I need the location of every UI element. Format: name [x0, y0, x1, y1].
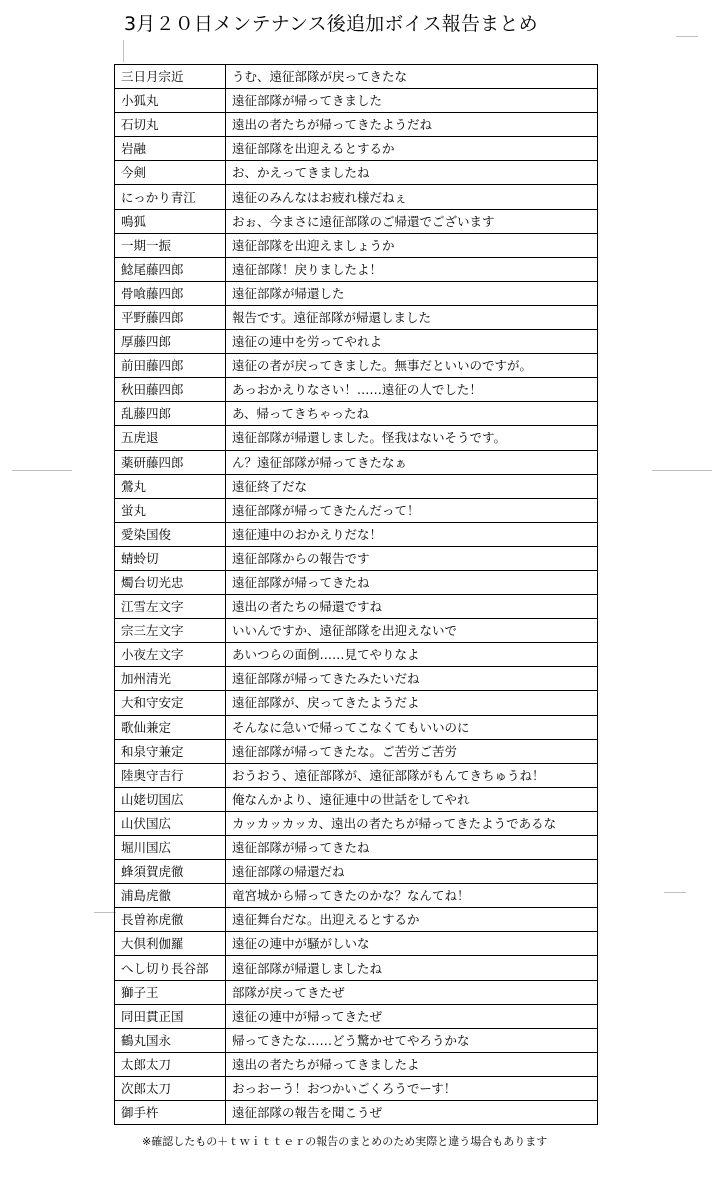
- table-row: [115, 860, 598, 884]
- voice-line-cell: 遠征終了だな: [226, 474, 598, 498]
- voice-line-cell: 遠征部隊からの報告です: [226, 546, 598, 570]
- character-name-cell: 小狐丸: [115, 89, 226, 113]
- character-name-cell: 五虎退: [115, 426, 226, 450]
- table-row: [115, 185, 598, 209]
- voice-line-cell: カッカッカッカ、遠出の者たちが帰ってきたようであるな: [226, 811, 598, 835]
- crop-mark-bottom-left: [94, 912, 116, 913]
- table-row: [115, 209, 598, 233]
- table-row: [115, 1052, 598, 1076]
- table-row: [115, 89, 598, 113]
- voice-line-cell: 遠征の連中が帰ってきたぜ: [226, 1004, 598, 1028]
- voice-line-cell: 遠征部隊が帰還しました。怪我はないそうです。: [226, 426, 598, 450]
- table-row: [115, 643, 598, 667]
- table-row: [115, 667, 598, 691]
- voice-line-cell: 遠征部隊！戻りましたよ！: [226, 257, 598, 281]
- character-name-cell: 和泉守兼定: [115, 739, 226, 763]
- table-row: [115, 65, 598, 89]
- voice-line-cell: 遠征部隊が、戻ってきたようだよ: [226, 691, 598, 715]
- table-row: [115, 715, 598, 739]
- table-row: [115, 233, 598, 257]
- table-row: [115, 595, 598, 619]
- voice-line-cell: 俺なんかより、遠征連中の世話をしてやれ: [226, 787, 598, 811]
- character-name-cell: 小夜左文字: [115, 643, 226, 667]
- table-row: [115, 787, 598, 811]
- voice-line-cell: あっおかえりなさい！……遠征の人でした！: [226, 378, 598, 402]
- voice-line-cell: 遠征部隊を出迎えましょうか: [226, 233, 598, 257]
- table-row: [115, 330, 598, 354]
- voice-line-cell: 遠征舞台だな。出迎えるとするか: [226, 908, 598, 932]
- character-name-cell: 前田藤四郎: [115, 354, 226, 378]
- character-name-cell: 太郎太刀: [115, 1052, 226, 1076]
- character-name-cell: 次郎太刀: [115, 1076, 226, 1100]
- table-row: [115, 739, 598, 763]
- character-name-cell: にっかり青江: [115, 185, 226, 209]
- character-name-cell: 骨喰藤四郎: [115, 281, 226, 305]
- character-name-cell: 燭台切光忠: [115, 570, 226, 594]
- table-row: [115, 1076, 598, 1100]
- voice-line-cell: 遠征部隊が帰ってきました: [226, 89, 598, 113]
- voice-line-cell: お、かえってきましたね: [226, 161, 598, 185]
- voice-line-cell: 遠征の連中を労ってやれよ: [226, 330, 598, 354]
- voice-line-cell: 遠出の者たちの帰還ですね: [226, 595, 598, 619]
- voice-line-cell: 遠征部隊が帰ってきたね: [226, 570, 598, 594]
- voice-table-body: [115, 65, 598, 1125]
- voice-line-cell: 竜宮城から帰ってきたのかな？なんてね！: [226, 884, 598, 908]
- voice-line-cell: おぉ、今まさに遠征部隊のご帰還でございます: [226, 209, 598, 233]
- voice-line-cell: ん？遠征部隊が帰ってきたなぁ: [226, 450, 598, 474]
- character-name-cell: 鳴狐: [115, 209, 226, 233]
- table-row: [115, 570, 598, 594]
- voice-line-cell: 遠征部隊が帰還した: [226, 281, 598, 305]
- table-row: [115, 257, 598, 281]
- character-name-cell: 陸奥守吉行: [115, 763, 226, 787]
- table-row: [115, 402, 598, 426]
- character-name-cell: 浦島虎徹: [115, 884, 226, 908]
- table-row: [115, 691, 598, 715]
- table-row: [115, 619, 598, 643]
- character-name-cell: 宗三左文字: [115, 619, 226, 643]
- voice-line-cell: あ、帰ってきちゃったね: [226, 402, 598, 426]
- voice-line-cell: 遠出の者たちが帰ってきたようだね: [226, 113, 598, 137]
- table-row: [115, 908, 598, 932]
- footnote: ※確認したもの＋ｔｗｉｔｔｅｒの報告のまとめのため実際と違う場合もあります: [142, 1135, 548, 1148]
- crop-mark-bottom-right: [664, 892, 686, 893]
- character-name-cell: 石切丸: [115, 113, 226, 137]
- character-name-cell: 山姥切国広: [115, 787, 226, 811]
- character-name-cell: 秋田藤四郎: [115, 378, 226, 402]
- table-row: [115, 161, 598, 185]
- table-row: [115, 811, 598, 835]
- character-name-cell: 平野藤四郎: [115, 305, 226, 329]
- voice-line-cell: 遠征の連中が騒がしいな: [226, 932, 598, 956]
- voice-line-cell: 遠征部隊が帰ってきたんだって！: [226, 498, 598, 522]
- character-name-cell: 加州清光: [115, 667, 226, 691]
- table-row: [115, 426, 598, 450]
- table-row: [115, 980, 598, 1004]
- character-name-cell: 乱藤四郎: [115, 402, 226, 426]
- voice-line-cell: 報告です。遠征部隊が帰還しました: [226, 305, 598, 329]
- voice-line-cell: おっおーう！おつかいごくろうでーす！: [226, 1076, 598, 1100]
- table-row: [115, 354, 598, 378]
- table-row: [115, 546, 598, 570]
- voice-line-cell: あいつらの面倒……見てやりなよ: [226, 643, 598, 667]
- character-name-cell: 江雪左文字: [115, 595, 226, 619]
- character-name-cell: 岩融: [115, 137, 226, 161]
- character-name-cell: 蛍丸: [115, 498, 226, 522]
- voice-line-cell: 遠征連中のおかえりだな！: [226, 522, 598, 546]
- table-row: [115, 498, 598, 522]
- character-name-cell: 歌仙兼定: [115, 715, 226, 739]
- character-name-cell: 蜂須賀虎徹: [115, 860, 226, 884]
- voice-line-cell: おうおう、遠征部隊が、遠征部隊がもんてきちゅうね！: [226, 763, 598, 787]
- character-name-cell: 今剣: [115, 161, 226, 185]
- voice-line-cell: 帰ってきたな……どう驚かせてやろうかな: [226, 1028, 598, 1052]
- table-row: [115, 378, 598, 402]
- table-row: [115, 113, 598, 137]
- character-name-cell: 厚藤四郎: [115, 330, 226, 354]
- table-row: [115, 1101, 598, 1125]
- crop-mark-top-right: [676, 36, 698, 37]
- table-row: [115, 474, 598, 498]
- voice-line-cell: 遠征部隊が帰還しましたね: [226, 956, 598, 980]
- voice-line-cell: 遠征部隊を出迎えるとするか: [226, 137, 598, 161]
- voice-line-cell: うむ、遠征部隊が戻ってきたな: [226, 65, 598, 89]
- character-name-cell: 鶴丸国永: [115, 1028, 226, 1052]
- character-name-cell: 一期一振: [115, 233, 226, 257]
- voice-line-cell: 遠征の者が戻ってきました。無事だといいのですが。: [226, 354, 598, 378]
- character-name-cell: 蜻蛉切: [115, 546, 226, 570]
- character-name-cell: 大倶利伽羅: [115, 932, 226, 956]
- voice-line-cell: 部隊が戻ってきたぜ: [226, 980, 598, 1004]
- table-row: [115, 305, 598, 329]
- table-row: [115, 932, 598, 956]
- voice-line-cell: 遠征部隊が帰ってきたね: [226, 836, 598, 860]
- character-name-cell: へし切り長谷部: [115, 956, 226, 980]
- table-row: [115, 763, 598, 787]
- character-name-cell: 三日月宗近: [115, 65, 226, 89]
- character-name-cell: 山伏国広: [115, 811, 226, 835]
- character-name-cell: 御手杵: [115, 1101, 226, 1125]
- voice-table: [114, 64, 598, 1125]
- voice-line-cell: 遠出の者たちが帰ってきましたよ: [226, 1052, 598, 1076]
- table-row: [115, 450, 598, 474]
- character-name-cell: 獅子王: [115, 980, 226, 1004]
- character-name-cell: 愛染国俊: [115, 522, 226, 546]
- crop-mark-right-middle: [652, 470, 712, 471]
- table-row: [115, 522, 598, 546]
- character-name-cell: 堀川国広: [115, 836, 226, 860]
- voice-line-cell: 遠征部隊が帰ってきたな。ご苦労ご苦労: [226, 739, 598, 763]
- crop-mark-left-middle: [12, 470, 72, 471]
- voice-line-cell: 遠征のみんなはお疲れ様だねぇ: [226, 185, 598, 209]
- table-row: [115, 884, 598, 908]
- character-name-cell: 大和守安定: [115, 691, 226, 715]
- table-row: [115, 281, 598, 305]
- voice-line-cell: 遠征部隊の帰還だね: [226, 860, 598, 884]
- character-name-cell: 同田貫正国: [115, 1004, 226, 1028]
- character-name-cell: 長曽祢虎徹: [115, 908, 226, 932]
- crop-mark-top-left: [123, 40, 124, 62]
- character-name-cell: 鯰尾藤四郎: [115, 257, 226, 281]
- character-name-cell: 薬研藤四郎: [115, 450, 226, 474]
- table-row: [115, 1028, 598, 1052]
- voice-line-cell: 遠征部隊が帰ってきたみたいだね: [226, 667, 598, 691]
- table-row: [115, 956, 598, 980]
- page-title: 3月２０日メンテナンス後追加ボイス報告まとめ: [124, 13, 538, 35]
- character-name-cell: 鶯丸: [115, 474, 226, 498]
- voice-line-cell: いいんですか、遠征部隊を出迎えないで: [226, 619, 598, 643]
- table-row: [115, 1004, 598, 1028]
- voice-line-cell: そんなに急いで帰ってこなくてもいいのに: [226, 715, 598, 739]
- voice-line-cell: 遠征部隊の報告を聞こうぜ: [226, 1101, 598, 1125]
- table-row: [115, 137, 598, 161]
- table-row: [115, 836, 598, 860]
